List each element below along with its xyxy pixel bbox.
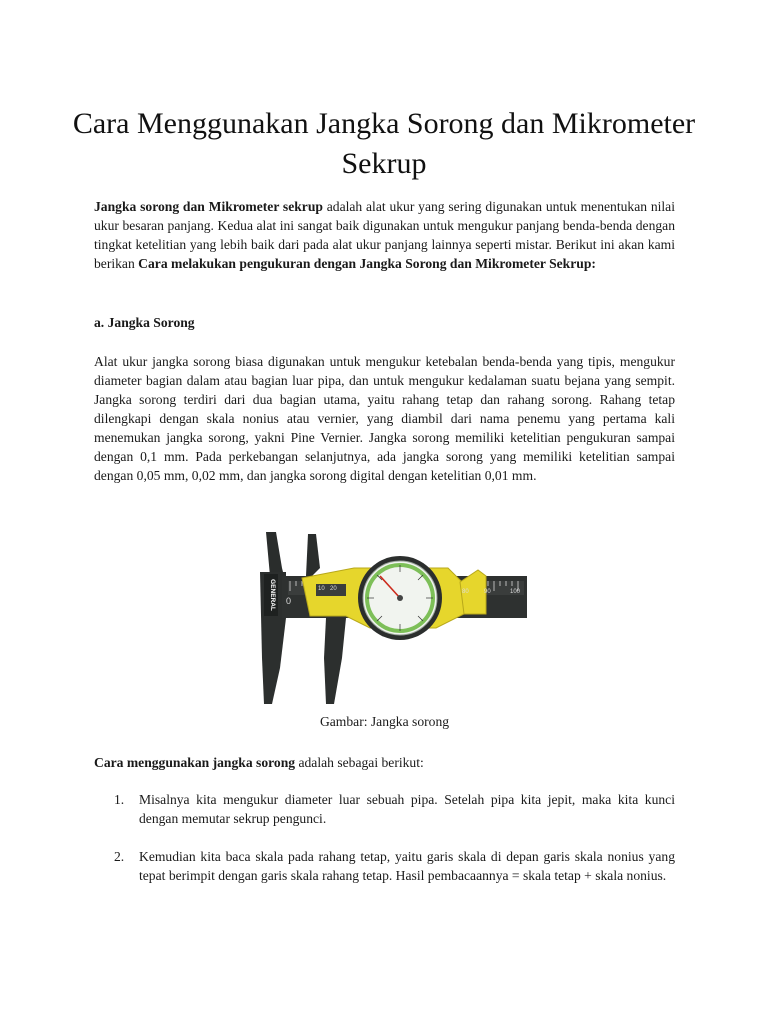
list-item-number: 2. [114, 849, 125, 864]
usage-intro [94, 753, 675, 772]
intro-text: adalah alat ukur yang sering digunakan untuk menentukan nilai ukur besaran panjang. Kedua alat ini sangat baik digunakan untuk mengukur panjang benda-benda dengan tingkat ketelitian yang lebih baik dari pada alat ukur panjang lainnya seperti mistar. Berikut ini akan kami berikan [94, 199, 675, 271]
intro-bold-term: Jangka sorong dan Mikrometer sekrup [94, 199, 323, 214]
usage-intro-text: adalah sebagai berikut: [295, 755, 424, 770]
steps-list [94, 790, 675, 885]
section-heading-jangka-sorong: a. Jangka Sorong [94, 315, 195, 330]
scale-label-80: 80 [462, 589, 469, 595]
list-item-number: 1. [114, 792, 125, 807]
document-title: Cara Menggunakan Jangka Sorong dan Mikrometer Sekrup [72, 107, 696, 180]
list-item-text: Kemudian kita baca skala pada rahang tetap, yaitu garis skala di depan garis skala nonius yang tepat berimpit dengan garis skala rahang tetap. Hasil pembacaannya = skala tetap + skala nonius. [139, 849, 675, 883]
caliper-image [250, 528, 530, 708]
list-item-text: Misalnya kita mengukur diameter luar sebuah pipa. Setelah pipa kita jepit, maka kita kunci dengan memutar sekrup pengunci. [139, 792, 675, 826]
scale-label-100: 100 [510, 589, 521, 595]
list-item [94, 790, 675, 828]
brand-label: GENERAL [269, 579, 276, 611]
figure-caption: Gambar: Jangka sorong [319, 714, 450, 729]
scale-label-90: 90 [484, 589, 491, 595]
jangka-sorong-paragraph: Alat ukur jangka sorong biasa digunakan untuk mengukur ketebalan benda-benda yang tipis, mengukur diameter bagian dalam atau bagian luar pipa, dan untuk mengukur kedalaman suatu bejana yang sempit. Jangka sorong terdiri dari dua bagian utama, yaitu rahang tetap dan rahang sorong. Rahang tetap dilengkapi dengan skala nonius atau vernier, yang diambil dari nama penemu yang pertama kali menemukan jangka sorong, yakni Pine Vernier. Jangka sorong memiliki ketelitian pengukuran sampai dengan 0,1 mm. Pada perkebangan selanjutnya, ada jangka sorong yang memiliki ketelitian sampai dengan 0,05 mm, 0,02 mm, dan jangka sorong digital dengan ketelitian 0,01 mm. [94, 354, 675, 483]
scale-label-20: 20 [330, 586, 337, 592]
intro-bold-closing: Cara melakukan pengukuran dengan Jangka Sorong dan Mikrometer Sekrup: [138, 256, 596, 271]
usage-intro-bold: Cara menggunakan jangka sorong [94, 755, 296, 770]
intro-paragraph [94, 197, 675, 273]
scale-label-0: 0 [286, 596, 292, 606]
list-item [94, 847, 675, 885]
scale-label-10: 10 [318, 586, 325, 592]
